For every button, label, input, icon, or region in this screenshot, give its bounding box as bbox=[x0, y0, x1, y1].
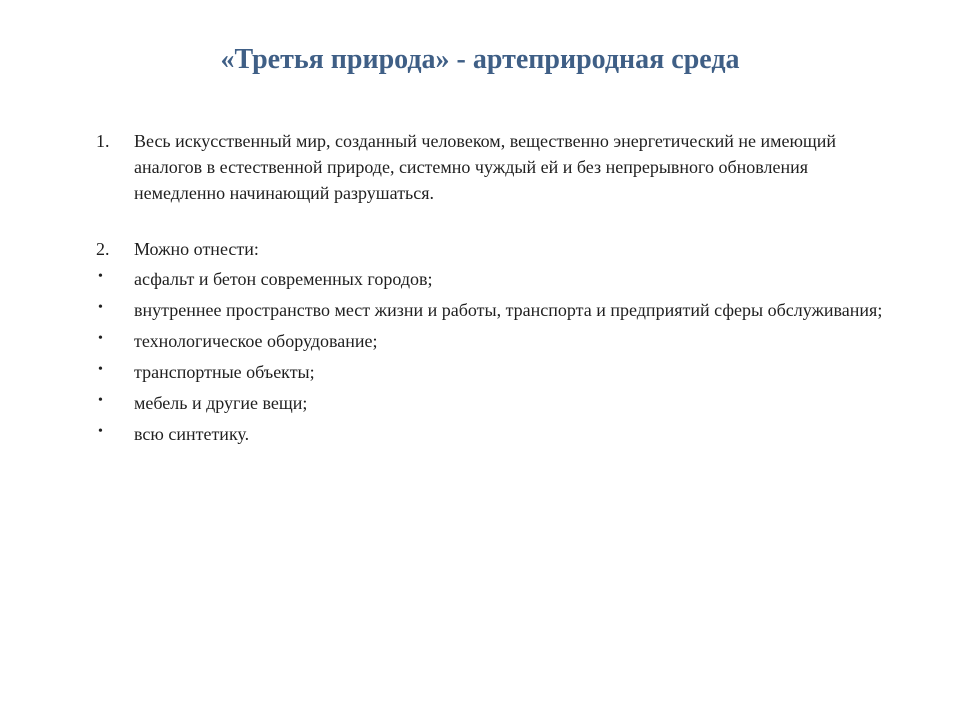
bullet-item-3 bbox=[96, 328, 896, 354]
bullet-marker: • bbox=[98, 424, 103, 439]
bullet-item-2 bbox=[96, 297, 896, 323]
bullet-item-6-text: всю синтетику. bbox=[134, 424, 250, 444]
numbered-item-1-text: Весь искусственный мир, созданный человеком, вещественно энергетический не имеющий аналогов в естественной природе, системно чуждый ей и без непрерывного обновления немедленно начинающий разрушаться. bbox=[134, 131, 837, 203]
bullet-item-1-text: асфальт и бетон современных городов; bbox=[134, 269, 433, 289]
bullet-item-3-text: технологическое оборудование; bbox=[134, 331, 378, 351]
bullet-marker: • bbox=[98, 393, 103, 408]
bullet-marker: • bbox=[98, 331, 103, 346]
numbered-item-1 bbox=[96, 128, 896, 206]
bullet-item-2-text: внутреннее пространство мест жизни и работы, транспорта и предприятий сферы обслуживания; bbox=[134, 300, 883, 320]
numbered-item-1-marker: 1. bbox=[96, 131, 110, 151]
bullet-item-1 bbox=[96, 266, 896, 292]
bullet-marker: • bbox=[98, 269, 103, 284]
slide-title: «Третья природа» - артеприродная среда bbox=[220, 44, 740, 75]
bullet-item-4-text: транспортные объекты; bbox=[134, 362, 315, 382]
slide-content bbox=[96, 128, 896, 452]
bullet-marker: • bbox=[98, 362, 103, 377]
bullet-item-5 bbox=[96, 390, 896, 416]
bullet-marker: • bbox=[98, 300, 103, 315]
numbered-item-2-text: Можно отнести: bbox=[134, 239, 259, 259]
numbered-item-2 bbox=[96, 236, 896, 262]
numbered-item-2-marker: 2. bbox=[96, 239, 110, 259]
bullet-item-4 bbox=[96, 359, 896, 385]
bullet-item-6 bbox=[96, 421, 896, 447]
bullet-item-5-text: мебель и другие вещи; bbox=[134, 393, 308, 413]
